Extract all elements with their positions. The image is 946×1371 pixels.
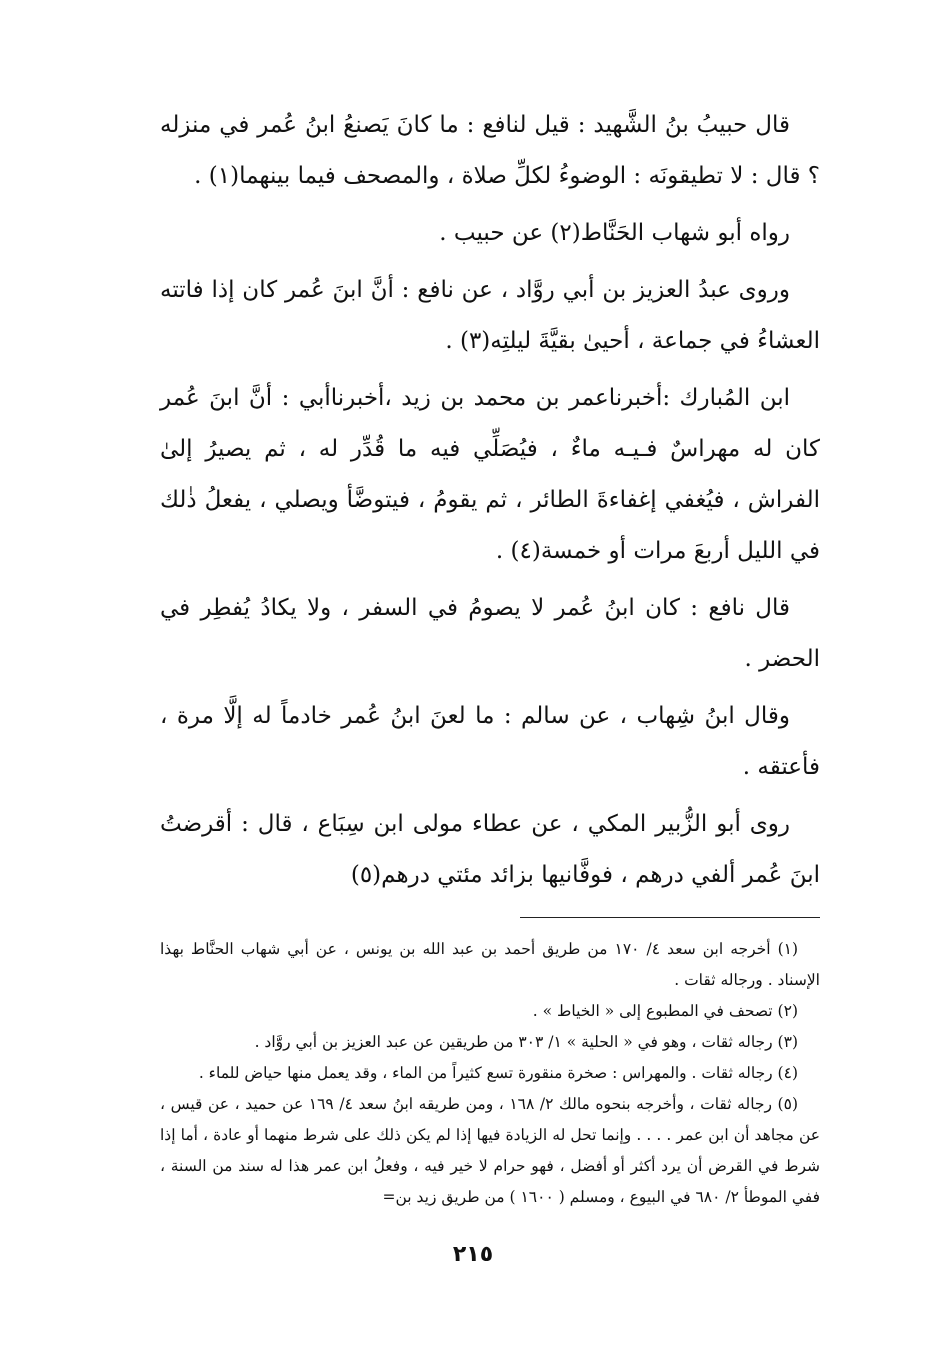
footnote-divider-wrap: [160, 907, 820, 934]
footnote-divider: [520, 917, 820, 918]
paragraph-ibn-shihab: وقال ابنُ شِهاب ، عن سالم : ما لعنَ ابنُ عُمر خادماً له إلَّا مرة ، فأعتقه .: [160, 703, 820, 780]
page-number: ٢١٥: [452, 1242, 494, 1267]
paragraph-abdulaziz: وروى عبدُ العزيز بن أبي روَّاد ، عن نافع : أنَّ ابنَ عُمر كان إذا فاتته العشاءُ في جماعة ، أحيىٰ بقيَّةَ ليلتِه(٣) .: [160, 277, 820, 354]
book-page: [160, 100, 820, 1213]
paragraph-ibn-mubarak: ابن المُبارك :أخبرناعمر بن محمد بن زيد ،أخبرناأبي : أنَّ ابنَ عُمر كان له مهراسٌ فـيـه ماءٌ ، فيُصَلِّي فيه ما قُدِّر له ، ثم يصيرُ إلىٰ الفراش ، فيُغفي إغفاءةَ الطائر ، ثم يقومُ ، فيتوضَّأ ويصلي ، يفعلُ ذٰلك في الليل أربعَ مرات أو خمسة(٤) .: [160, 385, 820, 564]
footnote-2: (٢) تصحف في المطبوع إلى « الخياط » .: [532, 1002, 798, 1020]
paragraph-habib: قال حبيبُ بنُ الشَّهيد : قيل لنافع : ما كانَ يَصنعُ ابنُ عُمر في منزله ؟ قال : لا تطيقونَه : الوضوءُ لكلِّ صلاة ، والمصحف فيما بينهما(١) .: [160, 112, 820, 189]
paragraph-abu-shihab: رواه أبو شهاب الحَنَّاط(٢) عن حبيب .: [439, 220, 790, 246]
footnote-3: (٣) رجاله ثقات ، وهو في « الحلية » ١/ ٣٠٣ من طريقين عن عبد العزيز بن أبي روَّاد .: [254, 1033, 798, 1051]
footnotes: [160, 934, 820, 1213]
paragraph-abu-zubayr: روى أبو الزُّبير المكي ، عن عطاء مولى ابن سِبَاع ، قال : أقرضتُ ابنَ عُمر ألفي درهم ، فوفَّانيها بزائد مئتي درهم(٥): [160, 811, 820, 888]
footnote-4: (٤) رجاله ثقات . والمهراس : صخرة منقورة تسع كثيراً من الماء ، وقد يعمل منها حياض للماء .: [198, 1064, 798, 1082]
footnote-5: (٥) رجاله ثقات ، وأخرجه بنحوه مالك ٢/ ١٦٨ ، ومن طريقه ابنُ سعد ٤/ ١٦٩ عن حميد ، عن قيس ، عن مجاهد أن ابن عمر . . . . وإنما تحل له الزيادة فيها إذا لم يكن ذلك على شرط منهما أو عادة ، أما إذا شرط في القرض أن يرد أكثر أو أفضل ، فهو حرام لا خير فيه ، وفعلُ ابن عمر هذا له سند من السنة ، ففي الموطأ ٢/ ٦٨٠ في البيوع ، ومسلم ( ١٦٠٠ ) من طريق زيد بن=: [160, 1095, 820, 1206]
footnote-1: (١) أخرجه ابن سعد ٤/ ١٧٠ من طريق أحمد بن عبد الله بن يونس ، عن أبي شهاب الحنَّاط بهذا الإسناد . ورجاله ثقات .: [160, 940, 820, 989]
paragraph-nafi: قال نافع : كان ابنُ عُمر لا يصومُ في السفر ، ولا يكادُ يُفطِر في الحضر .: [160, 595, 820, 672]
main-text: [160, 100, 820, 901]
